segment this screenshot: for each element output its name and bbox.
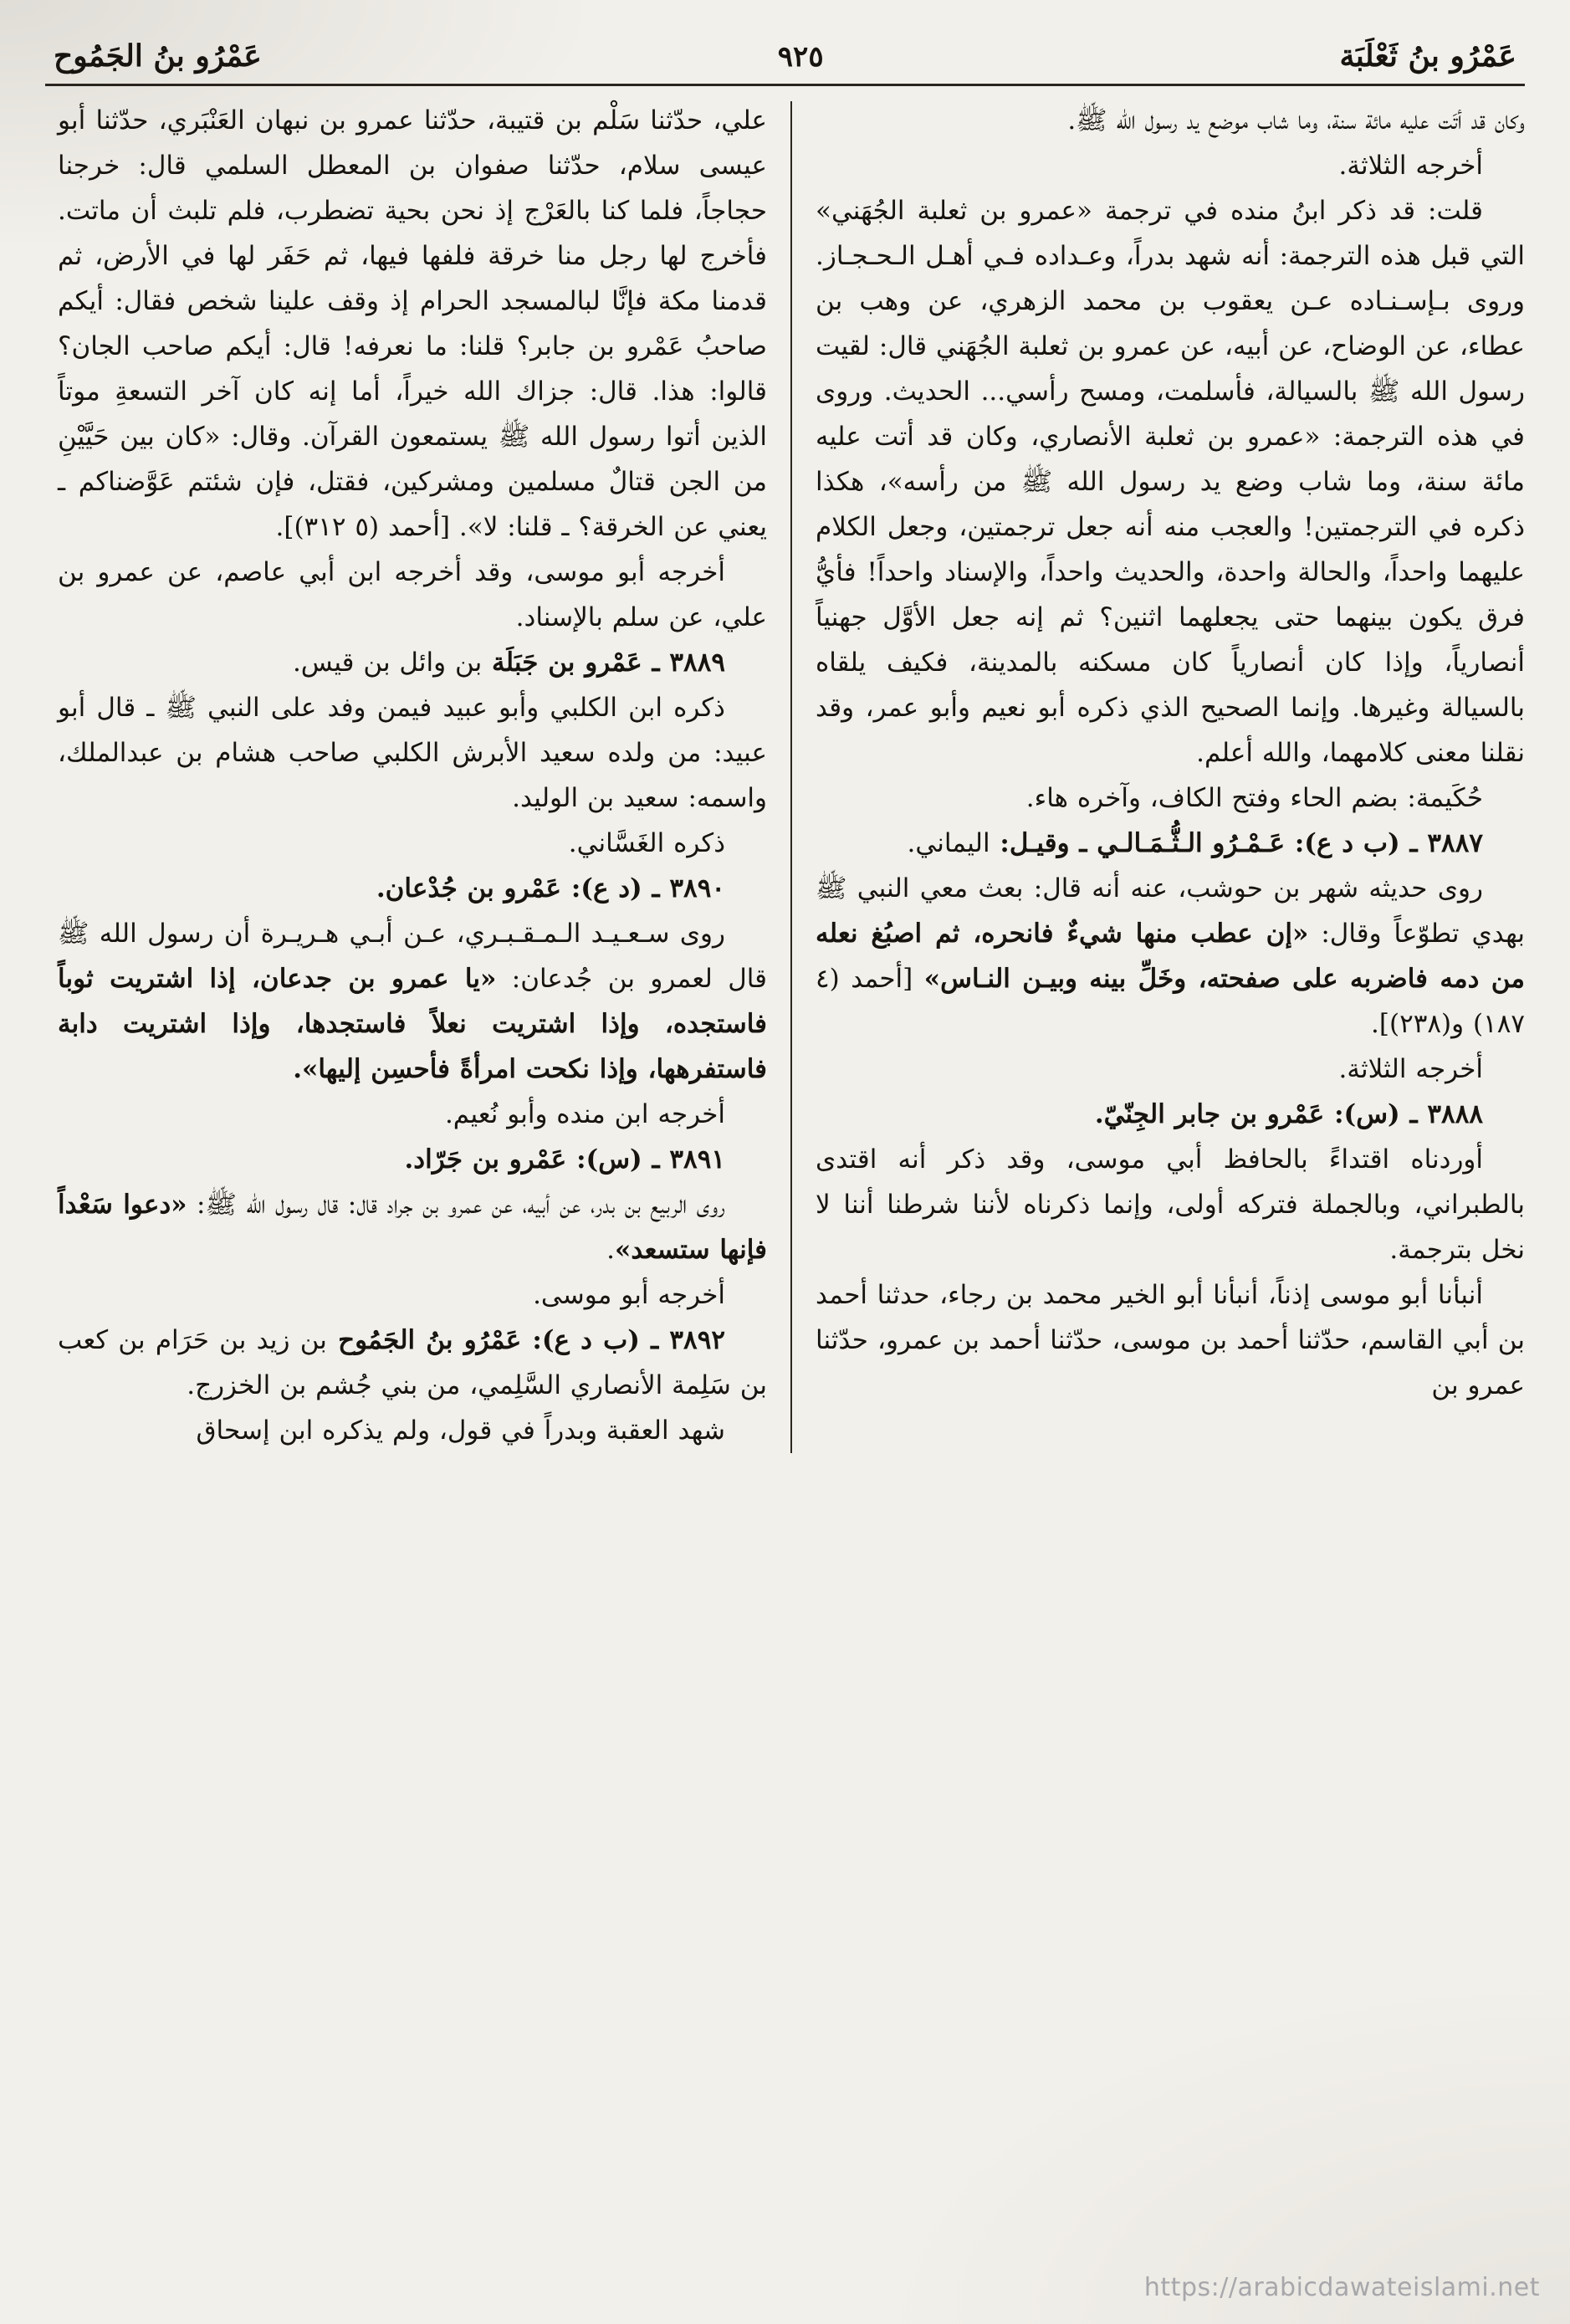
text-run: اليماني. [907,828,990,858]
text-run: ذكره ابن الكلبي وأبو عبيد فيمن وفد على النبي ﷺ ـ قال أبو عبيد: من ولده سعيد الأبرش الكلبي صاحب هشام بن عبدالملك، واسمه: سعيد بن الوليد. [58,693,767,813]
paragraph [58,685,767,821]
column-divider [790,101,792,1453]
watermark-url: https://arabicdawateislami.net [1143,2273,1540,2302]
entry-heading [816,821,1525,866]
text-columns [45,98,1525,1453]
entry-heading [816,1092,1525,1137]
text-run: وكان قد أتَت عليه مائة سنة، وما شاب موضع يد رسول الله ﷺ. [1067,105,1525,136]
bold-text-run: «دعوا سَعْداً فإنها ستسعد» [58,1190,767,1265]
paragraph [816,776,1525,821]
text-run: شهد العقبة وبدراً في قول، ولم يذكره ابن إسحاق [196,1415,725,1446]
paragraph [58,550,767,640]
paragraph [58,1092,767,1137]
paragraph [816,98,1525,143]
column-right [816,98,1525,1453]
page-number: ٩٢٥ [777,40,824,74]
paragraph [58,1408,767,1453]
text-run: أخرجه أبو موسى. [533,1280,725,1310]
header-rule [45,84,1525,86]
text-run: أخرجه ابن منده وأبو نُعيم. [444,1099,725,1129]
entry-heading [58,640,767,685]
bold-text-run: ٣٨٩٢ ـ (ب د ع): عَمْرُو بنُ الجَمُوح [326,1325,726,1355]
text-run: ذكره الغَسَّاني. [568,828,725,858]
paragraph [58,98,767,550]
bold-text-run: «يا عمرو بن جدعان، إذا اشتريت ثوباً فاستجده، وإذا اشتريت نعلاً فاستجدها، وإذا اشتريت دابة فاستفرهها، وإذا نكحت امرأةً فأحسِن إليها». [58,964,767,1084]
entry-heading [58,1318,767,1408]
paragraph [58,1182,767,1272]
paragraph [816,1047,1525,1092]
paragraph [816,143,1525,188]
paragraph [816,188,1525,776]
text-run: قلت: قد ذكر ابنُ منده في ترجمة «عمرو بن ثعلبة الجُهَني» التي قبل هذه الترجمة: أنه شهد بدراً، وعـداده فـي أهـل الـحـجـاز. وروى بـإسـنـاده عـن يعقوب بن محمد الزهري، عن وهب بن عطاء، عن الوضاح، عن أبيه، عن عمرو بن ثعلبة الجُهَني قال: لقيت رسول الله ﷺ بالسيالة، فأسلمت، ومسح رأسي... الحديث. وروى في هذه الترجمة: «عمرو بن ثعلبة الأنصاري، وكان قد أتت عليه مائة سنة، وما شاب وضع يد رسول الله ﷺ من رأسه»، هكذا ذكره في الترجمتين! والعجب منه أنه جعل ترجمتين، وجعل الكلام عليهما واحداً، والحالة واحدة، والحديث واحداً، والإسناد واحداً! فأيُّ فرق يكون بينهما حتى يجعلهما اثنين؟ ثم إنه جعل الأوَّل جهنياً أنصارياً، وإذا كان أنصارياً كان مسكنه بالمدينة، فكيف يلقاه بالسيالة وغيرها. وإنما الصحيح الذي ذكره أبو نعيم وأبو عمر، وقد نقلنا معنى كلامهما، والله أعلم. [816,196,1525,768]
text-run: أنبأنا أبو موسى إذناً، أنبأنا أبو الخير محمد بن رجاء، حدثنا أحمد بن أبي القاسم، حدّثنا أحمد بن موسى، حدّثنا أحمد بن عمرو، حدّثنا عمرو بن [816,1280,1525,1400]
text-run: أخرجه أبو موسى، وقد أخرجه ابن أبي عاصم، عن عمرو بن علي، عن سلم بالإسناد. [58,557,767,632]
bold-text-run: ٣٨٨٩ ـ عَمْرو بن جَبَلَة [482,648,725,678]
text-run: أخرجه الثلاثة. [1338,151,1483,181]
running-header [45,38,1525,84]
bold-text-run: ٣٨٨٧ ـ (ب د ع): عَـمْـرُو الـثُّـمَـالـي ـ وقيـل: [990,828,1483,858]
text-run: بن وائل بن قيس. [292,648,483,678]
running-head-left-title: عَمْرُو بنُ الجَمُوح [54,38,262,74]
paragraph [58,911,767,1092]
bold-text-run: «إن عطب منها شيءٌ فانحره، ثم اصبُغ نعله من دمه فاضربه على صفحته، وخَلِّ بينه وبيـن النـاس» [816,919,1525,994]
text-run: . [606,1235,615,1265]
paragraph [58,821,767,866]
paragraph [816,1137,1525,1272]
paragraph [816,1272,1525,1408]
text-run: بن زيد بن حَرَام بن كعب بن سَلِمة الأنصاري السَّلِمي، من بني جُشم بن الخزرج. [58,1325,767,1400]
bold-text-run: ٣٨٨٨ ـ (س): عَمْرو بن جابر الجِنّيّ. [1094,1099,1483,1129]
paragraph [816,866,1525,1047]
column-left [58,98,767,1453]
paragraph [58,1272,767,1318]
bold-text-run: ٣٨٩٠ ـ (د ع): عَمْرو بن جُدْعان. [376,873,725,903]
text-run: حُكَيمة: بضم الحاء وفتح الكاف، وآخره هاء. [1025,783,1483,813]
text-run: أوردناه اقتداءً بالحافظ أبي موسى، وقد ذكر أنه اقتدى بالطبراني، وبالجملة فتركه أولى، وإنما ذكرناه لأننا شرطنا أننا لا نخل بترجمة. [816,1144,1525,1265]
text-run: أخرجه الثلاثة. [1338,1054,1483,1084]
text-run: [أحمد (٤ ١٨٧) و(٢٣٨)]. [816,964,1525,1039]
text-run: علي، حدّثنا سَلْم بن قتيبة، حدّثنا عمرو بن نبهان العَنْبَري، حدّثنا أبو عيسى سلام، حدّثنا صفوان بن المعطل السلمي قال: خرجنا حجاجاً، فلما كنا بالعَرْج إذ نحن بحية تضطرب، فلم تلبث أن ماتت. فأخرج لها رجل منا خرقة فلفها فيها، ثم حَفَر لها في الأرض، ثم قدمنا مكة فإنَّا لبالمسجد الحرام إذ وقف علينا شخص فقال: أيكم صاحبُ عَمْرو بن جابر؟ قلنا: ما نعرفه! قال: أيكم صاحب الجان؟ قالوا: هذا. قال: جزاك الله خيراً، أما إنه كان آخر التسعةِ موتاً الذين أتوا رسول الله ﷺ يستمعون القرآن. وقال: «كان بين حَيَّيْنِ من الجن قتالٌ مسلمين ومشركين، فقتل، فإن شئتم عَوَّضناكم ـ يعني عن الخرقة؟ ـ قلنا: لا». [أحمد (٥ ٣١٢)]. [58,105,767,542]
entry-heading [58,1137,767,1182]
entry-heading [58,866,767,911]
text-run: روى حديثه شهر بن حوشب، عنه أنه قال: بعث معي النبي ﷺ بهدي تطوّعاً وقال: [816,873,1525,949]
text-run: روى الربيع بن بدر، عن أبيه، عن عمرو بن جراد قال: قال رسول الله ﷺ: [187,1190,725,1220]
text-run: روى سـعـيـد الـمـقـبـري، عـن أبـي هـريـرة أن رسول الله ﷺ قال لعمرو بن جُدعان: [58,919,767,994]
bold-text-run: ٣٨٩١ ـ (س): عَمْرو بن جَرّاد. [404,1144,725,1175]
running-head-right-title: عَمْرُو بنُ ثَعْلَبَة [1339,38,1516,74]
